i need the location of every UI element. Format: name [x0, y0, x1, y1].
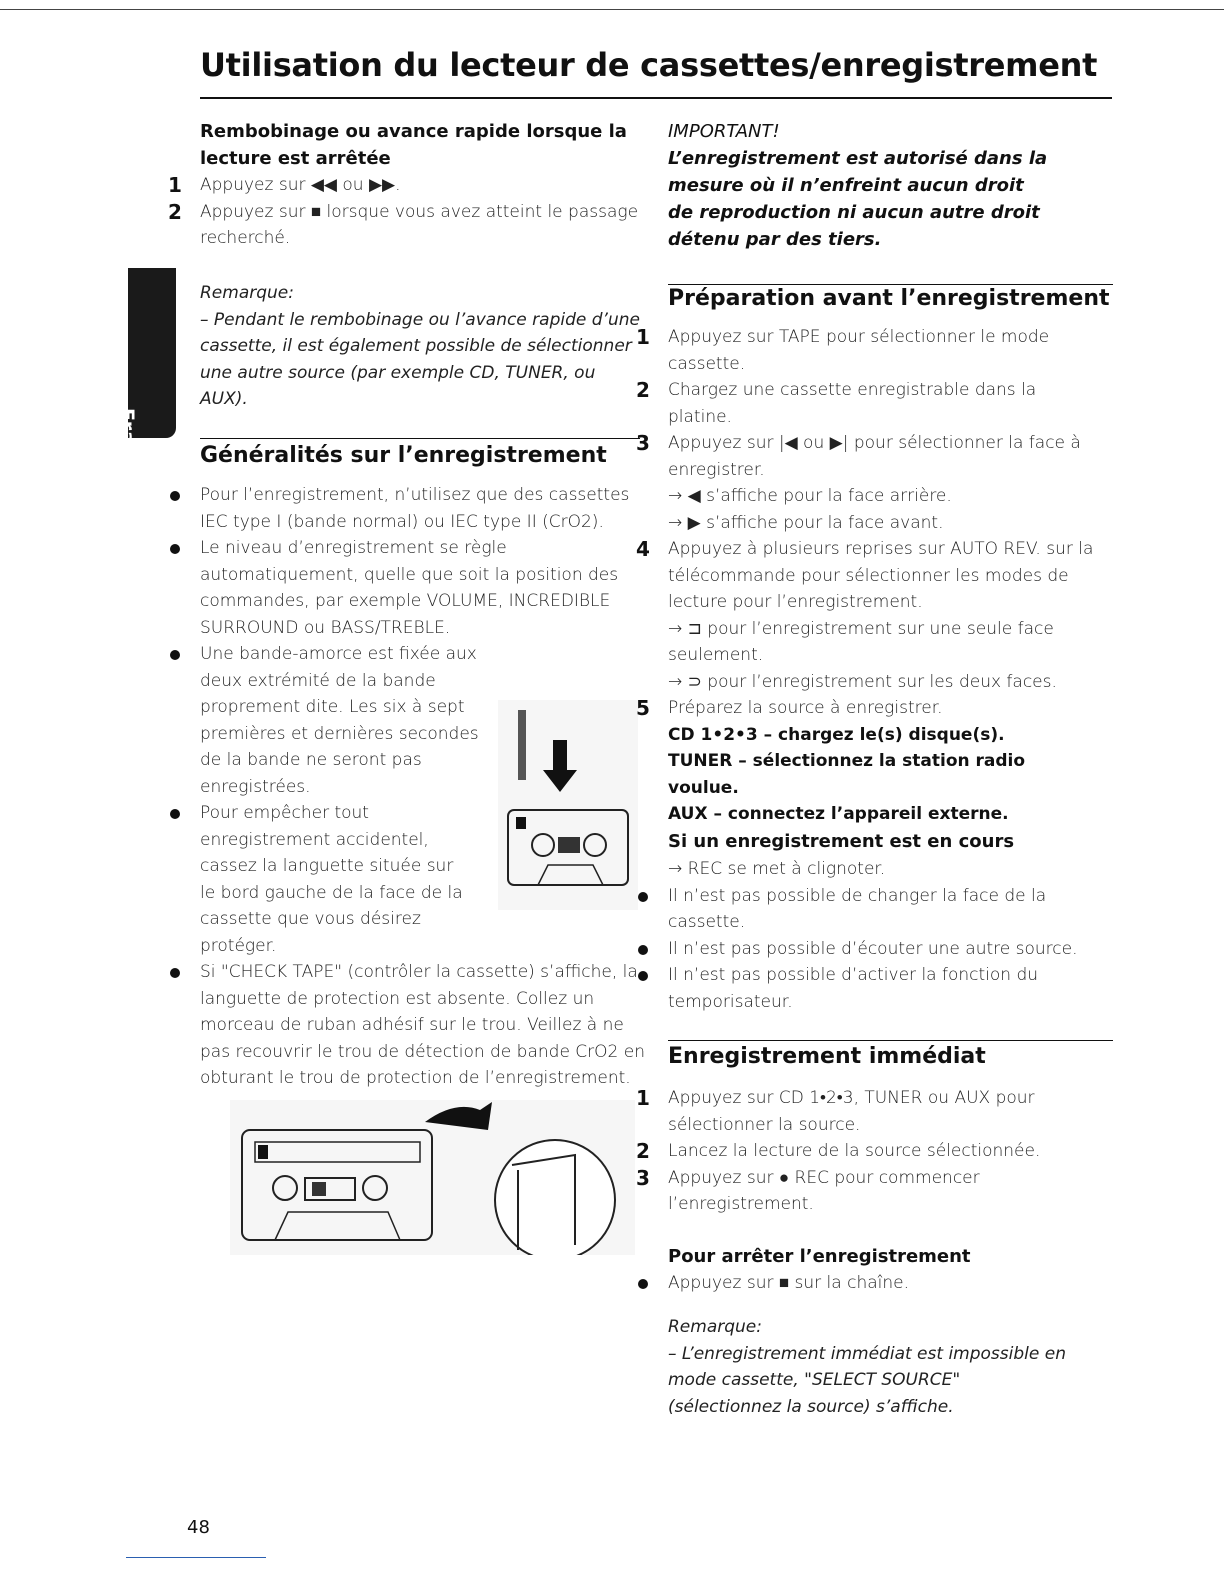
- step-number: 2: [168, 199, 182, 224]
- rewind-step-2: Appuyez sur ■ lorsque vous avez atteint le passage recherché.: [200, 201, 639, 248]
- pointer-arrow-icon: [425, 1102, 492, 1130]
- prep-step-5-sub-3: AUX – connectez l’appareil externe.: [668, 804, 1009, 824]
- page-number: 48: [187, 1517, 210, 1538]
- step-number: 2: [636, 378, 650, 402]
- prep-step-2: Chargez une cassette enregistrable dans la platine.: [668, 380, 1037, 427]
- step-number: 4: [636, 537, 650, 561]
- rewind-heading: Rembobinage ou avance rapide lorsque la lecture est arrêtée: [200, 121, 627, 169]
- rewind-step-1: Appuyez sur ◀◀ ou ▶▶.: [200, 175, 401, 195]
- bullet-dot: [170, 650, 180, 660]
- bullet-dot: [638, 892, 648, 902]
- prep-step-4-sub-1: → ⊐ pour l’enregistrement sur une seule face seulement.: [668, 618, 1054, 665]
- stop-heading: Pour arrêter l’enregistrement: [668, 1246, 971, 1267]
- immediate-step-2: Lancez la lecture de la source sélectionnée.: [668, 1141, 1041, 1161]
- important-label: IMPORTANT!: [668, 121, 780, 142]
- note-2-text: – L’enregistrement immédiat est impossible en mode cassette, "SELECT SOURCE" (sélectionnez la source) s’affiche.: [668, 1343, 1066, 1417]
- prep-step-5-sub-2: TUNER – sélectionnez la station radio voulue.: [668, 751, 1026, 798]
- step-number: 2: [636, 1139, 650, 1163]
- immediate-steps: [636, 1085, 1113, 1218]
- cassette-tape-illustration: [230, 1100, 635, 1255]
- note-2: [668, 1314, 1078, 1420]
- rewind-steps: [168, 172, 645, 252]
- prep-step-4: Appuyez à plusieurs reprises sur AUTO REV. sur la télécommande pour sélectionner les modes de lecture pour l’enregistrement.: [668, 539, 1094, 612]
- cassette-tab-illustration: [498, 700, 638, 910]
- prep-heading: Préparation avant l’enregistrement: [668, 286, 1110, 311]
- rec-indicator-text: → REC se met à clignoter.: [668, 859, 886, 879]
- footer-rule: [126, 1557, 266, 1558]
- general-bullet-4: Pour empêcher tout enregistrement accidentel, cassez la languette située sur le bord gauche de la face de la cassette que vous désirez protéger.: [200, 803, 463, 956]
- prep-step-3-sub-2: → ▶ s’affiche pour la face avant.: [668, 512, 944, 533]
- prep-step-3: Appuyez sur |◀ ou ▶| pour sélectionner la face à enregistrer.: [668, 433, 1081, 480]
- bullet-dot: [170, 968, 180, 978]
- step-number: 3: [636, 1165, 650, 1190]
- in-progress-bullet-3: Il n’est pas possible d’activer la fonction du temporisateur.: [668, 965, 1039, 1012]
- in-progress-heading: Si un enregistrement est en cours: [668, 831, 1015, 852]
- important-text: L’enregistrement est autorisé dans la mesure où il n’enfreint aucun droit de reproduction ni aucun autre droit détenu par des tiers.: [668, 148, 1048, 250]
- in-progress-bullet-1: Il n’est pas possible de changer la face de la cassette.: [668, 885, 1047, 932]
- bullet-dot: [638, 945, 648, 955]
- language-tab-label: Français: [116, 408, 138, 506]
- general-bullet-1: Pour l’enregistrement, n’utilisez que des cassettes IEC type I (bande normal) ou IEC type II (CrO2).: [200, 485, 630, 532]
- step-number: 3: [636, 431, 650, 455]
- general-bullet-3: Une bande-amorce est fixée aux deux extrémité de la bande proprement dite. Les six à sept premières et dernières secondes de la bande ne seront pas enregistrées.: [200, 644, 479, 797]
- top-rule: [0, 9, 1224, 10]
- step-number: 1: [636, 1086, 650, 1110]
- general-heading: Généralités sur l’enregistrement: [200, 443, 607, 468]
- bullet-dot: [170, 809, 180, 819]
- step-number: 5: [636, 696, 650, 720]
- prep-step-4-sub-2: → ⊃ pour l’enregistrement sur les deux faces.: [668, 671, 1057, 692]
- down-arrow-icon: [543, 740, 577, 792]
- prep-step-5-sub-1: CD 1•2•3 – chargez le(s) disque(s).: [668, 724, 1005, 745]
- immediate-step-1: Appuyez sur CD 1•2•3, TUNER ou AUX pour sélectionner la source.: [668, 1088, 1035, 1135]
- immediate-rule: [668, 1040, 1113, 1041]
- general-rule: [200, 438, 640, 439]
- note-1-label: Remarque:: [200, 283, 294, 303]
- prep-step-5: Préparez la source à enregistrer.: [668, 698, 943, 718]
- bullet-dot: [638, 971, 648, 981]
- general-bullet-2: Le niveau d’enregistrement se règle automatiquement, quelle que soit la position des commandes, par exemple VOLUME, INCREDIBLE SURROUND ou BASS/TREBLE.: [200, 538, 619, 638]
- prep-step-1: Appuyez sur TAPE pour sélectionner le mode cassette.: [668, 327, 1050, 374]
- bullet-dot: [638, 1279, 648, 1289]
- in-progress-bullet-2: Il n’est pas possible d’écouter une autre source.: [668, 938, 1078, 959]
- general-bullet-5: Si "CHECK TAPE" (contrôler la cassette) s’affiche, la languette de protection est absente. Collez un morceau de ruban adhésif sur le trou. Veillez à ne pas recouvrir le trou de détection de bande CrO2 en obturant le trou de protection de l’enregistrement.: [200, 962, 646, 1088]
- bullet-dot: [170, 544, 180, 554]
- language-tab: [116, 268, 176, 506]
- prep-steps: [636, 324, 1098, 828]
- page-title: Utilisation du lecteur de cassettes/enregistrement: [200, 46, 1098, 84]
- note-1: [200, 280, 645, 413]
- stop-body: [668, 1270, 1113, 1297]
- step-number: 1: [636, 325, 650, 349]
- note-1-text: – Pendant le rembobinage ou l’avance rapide d’une cassette, il est également possible de sélectionner une autre source (par exemple CD, TUNER, ou AUX).: [200, 309, 640, 409]
- prep-rule: [668, 284, 1113, 285]
- prep-step-3-sub-1: → ◀ s’affiche pour la face arrière.: [668, 486, 952, 506]
- step-number: 1: [168, 173, 182, 197]
- immediate-step-3: Appuyez sur ● REC pour commencer l’enregistrement.: [668, 1167, 980, 1214]
- in-progress-body: [668, 856, 1113, 1015]
- stop-bullet: Appuyez sur ■ sur la chaîne.: [668, 1273, 909, 1293]
- title-rule: [200, 97, 1112, 99]
- note-2-label: Remarque:: [668, 1317, 762, 1337]
- immediate-heading: Enregistrement immédiat: [668, 1044, 986, 1069]
- bullet-dot: [170, 491, 180, 501]
